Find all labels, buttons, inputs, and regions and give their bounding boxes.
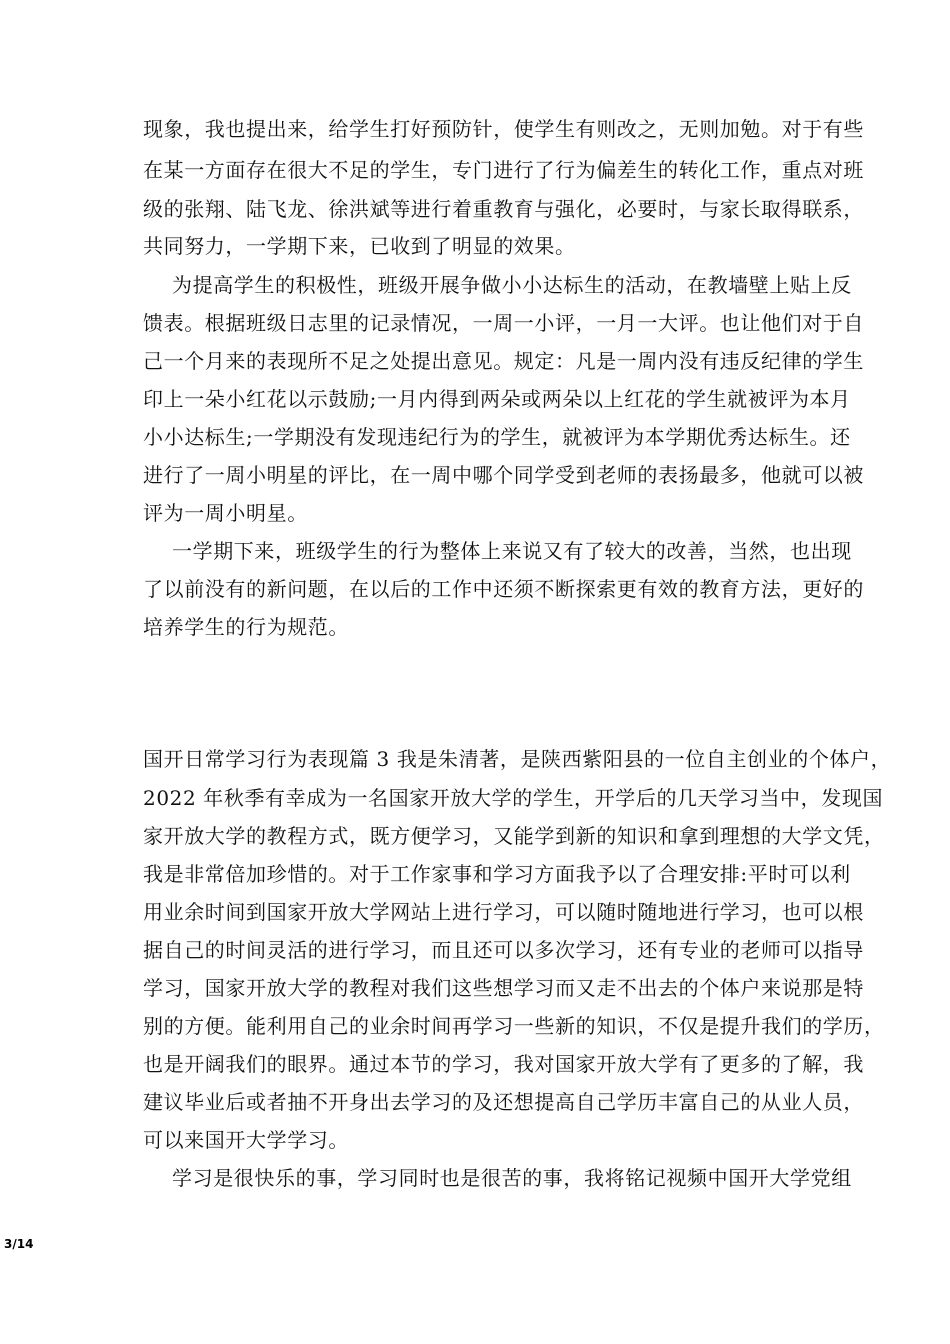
- text-line: 己一个月来的表现所不足之处提出意见。规定：凡是一周内没有违反纪律的学生: [143, 349, 864, 373]
- text-line: 级的张翔、陆飞龙、徐洪斌等进行着重教育与强化，必要时，与家长取得联系，: [143, 197, 864, 221]
- text-line: 了以前没有的新问题，在以后的工作中还须不断探索更有效的教育方法，更好的: [143, 577, 864, 601]
- text-line: 培养学生的行为规范。: [143, 615, 349, 639]
- text-line: 学习，国家开放大学的教程对我们这些想学习而又走不出去的个体户来说那是特: [143, 976, 864, 1000]
- text-line: 小小达标生;一学期没有发现违纪行为的学生，就被评为本学期优秀达标生。还: [143, 425, 851, 449]
- text-line: 印上一朵小红花以示鼓励;一月内得到两朵或两朵以上红花的学生就被评为本月: [143, 387, 851, 411]
- text-line: 在某一方面存在很大不足的学生，专门进行了行为偏差生的转化工作，重点对班: [143, 158, 864, 182]
- text-line: 学习是很快乐的事，学习同时也是很苦的事，我将铭记视频中国开大学党组: [172, 1166, 852, 1190]
- text-line: 一学期下来，班级学生的行为整体上来说又有了较大的改善，当然，也出现: [172, 539, 852, 563]
- text-line: 2022 年秋季有幸成为一名国家开放大学的学生，开学后的几天学习当中，发现国: [143, 786, 884, 810]
- text-line: 也是开阔我们的眼界。通过本节的学习，我对国家开放大学有了更多的了解，我: [143, 1052, 864, 1076]
- text-line: 馈表。根据班级日志里的记录情况，一周一小评，一月一大评。也让他们对于自: [143, 311, 864, 335]
- text-line: 我是非常倍加珍惜的。对于工作家事和学习方面我予以了合理安排:平时可以利: [143, 862, 851, 886]
- text-line: 国开日常学习行为表现篇 3 我是朱清著，是陕西紫阳县的一位自主创业的个体户，: [143, 747, 892, 771]
- text-line: 进行了一周小明星的评比，在一周中哪个同学受到老师的表扬最多，他就可以被: [143, 463, 864, 487]
- text-line: 建议毕业后或者抽不开身出去学习的及还想提高自己学历丰富自己的从业人员，: [143, 1090, 864, 1114]
- text-line: 用业余时间到国家开放大学网站上进行学习，可以随时随地进行学习，也可以根: [143, 900, 864, 924]
- text-line: 为提高学生的积极性，班级开展争做小小达标生的活动，在教墙壁上贴上反: [172, 273, 852, 297]
- text-line: 评为一周小明星。: [143, 501, 308, 525]
- text-line: 据自己的时间灵活的进行学习，而且还可以多次学习，还有专业的老师可以指导: [143, 938, 864, 962]
- text-line: 可以来国开大学学习。: [143, 1128, 349, 1152]
- page-number: 3/14: [4, 1237, 34, 1251]
- text-line: 家开放大学的教程方式，既方便学习，又能学到新的知识和拿到理想的大学文凭，: [143, 824, 885, 848]
- text-line: 共同努力，一学期下来，已收到了明显的效果。: [143, 234, 576, 258]
- text-line: 别的方便。能利用自己的业余时间再学习一些新的知识，不仅是提升我们的学历，: [143, 1014, 885, 1038]
- text-line: 现象，我也提出来，给学生打好预防针，使学生有则改之，无则加勉。对于有些: [143, 117, 864, 141]
